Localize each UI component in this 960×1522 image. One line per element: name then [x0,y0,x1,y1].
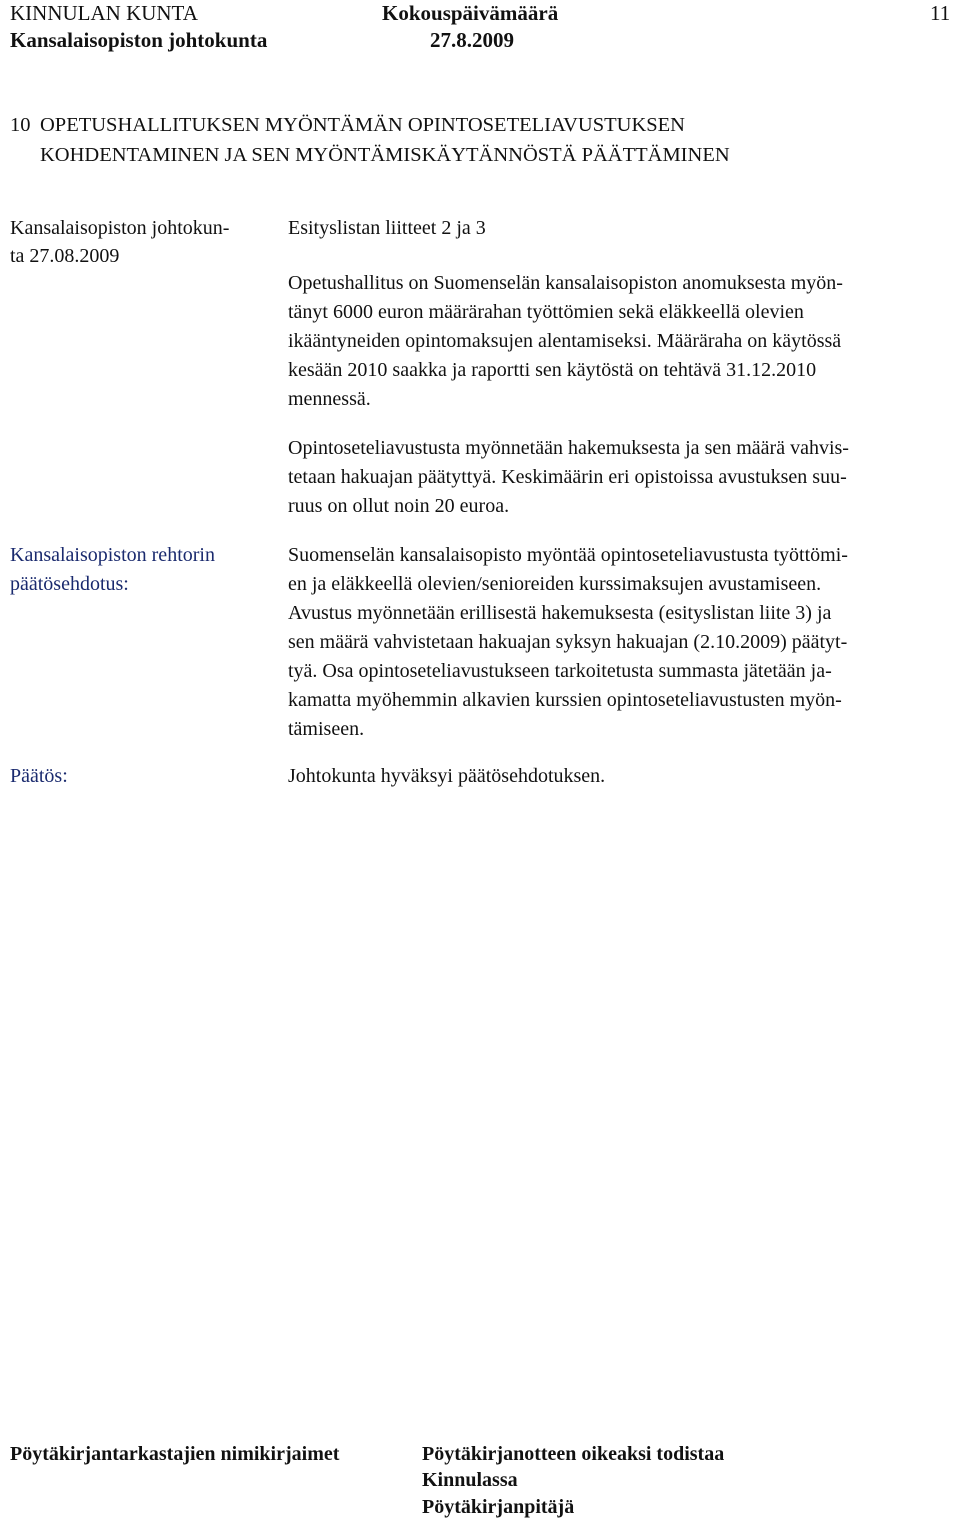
page-number: 11 [930,1,951,25]
proposal-line: en ja eläkkeellä olevien/senioreiden kurssimaksujen avustamiseen. [288,573,822,595]
proposal-label-line1: Kansalaisopiston rehtorin [10,544,215,566]
sidebar-board-line1: Kansalaisopiston johtokun- [10,217,230,239]
paragraph-line: ikääntyneiden opintomaksujen alentamiseksi. Määräraha on käytössä [288,330,842,352]
proposal-line: Avustus myönnetään erillisestä hakemuksesta (esityslistan liite 3) ja [288,602,832,624]
organization-name: KINNULAN KUNTA [10,1,198,25]
proposal-line: Suomenselän kansalaisopisto myöntää opintoseteliavustusta työttömi- [288,544,848,566]
paragraph-line: kesään 2010 saakka ja raportti sen käytöstä on tehtävä 31.12.2010 [288,359,817,381]
decision-label: Päätös: [10,765,68,787]
board-name: Kansalaisopiston johtokunta [10,28,268,52]
paragraph-line: Opetushallitus on Suomenselän kansalaisopiston anomuksesta myön- [288,272,843,294]
footer-place: Kinnulassa [422,1469,518,1491]
section-title-line2: KOHDENTAMINEN JA SEN MYÖNTÄMISKÄYTÄNNÖSTÄ PÄÄTTÄMINEN [40,144,730,166]
section-title [10,110,950,170]
section-number: 10 [10,114,31,136]
paragraph-line: tetaan hakuajan päätyttyä. Keskimäärin eri opistoissa avustuksen suu- [288,466,847,488]
proposal-text [288,541,848,744]
sidebar-board-line2: ta 27.08.2009 [10,245,120,267]
meeting-date: 27.8.2009 [430,28,514,52]
paragraph-line: tänyt 6000 euron määrärahan työttömien sekä eläkkeellä olevien [288,301,804,323]
attachments-note: Esityslistan liitteet 2 ja 3 [288,217,486,239]
proposal-line: sen määrä vahvistetaan hakuajan syksyn hakuajan (2.10.2009) päätyt- [288,631,848,653]
meeting-date-label: Kokouspäivämäärä [382,1,559,25]
footer-keeper: Pöytäkirjanpitäjä [422,1496,575,1518]
proposal-label-line2: päätösehdotus: [10,573,129,595]
footer-certify-label: Pöytäkirjanotteen oikeaksi todistaa [422,1443,725,1465]
section-title-line1: OPETUSHALLITUKSEN MYÖNTÄMÄN OPINTOSETELIAVUSTUKSEN [40,114,685,136]
paragraph-1 [288,269,843,414]
proposal-line: tyä. Osa opintoseteliavustukseen tarkoitetusta summasta jätetään ja- [288,660,832,682]
footer-initials-label: Pöytäkirjantarkastajien nimikirjaimet [10,1443,340,1465]
paragraph-line: Opintoseteliavustusta myönnetään hakemuksesta ja sen määrä vahvis- [288,437,849,459]
paragraph-line: ruus on ollut noin 20 euroa. [288,495,510,517]
proposal-line: kamatta myöhemmin alkavien kurssien opintoseteliavustusten myön- [288,689,842,711]
paragraph-2 [288,434,849,521]
decision-text: Johtokunta hyväksyi päätösehdotuksen. [288,765,606,787]
paragraph-line: mennessä. [288,388,371,410]
proposal-line: tämiseen. [288,718,365,740]
